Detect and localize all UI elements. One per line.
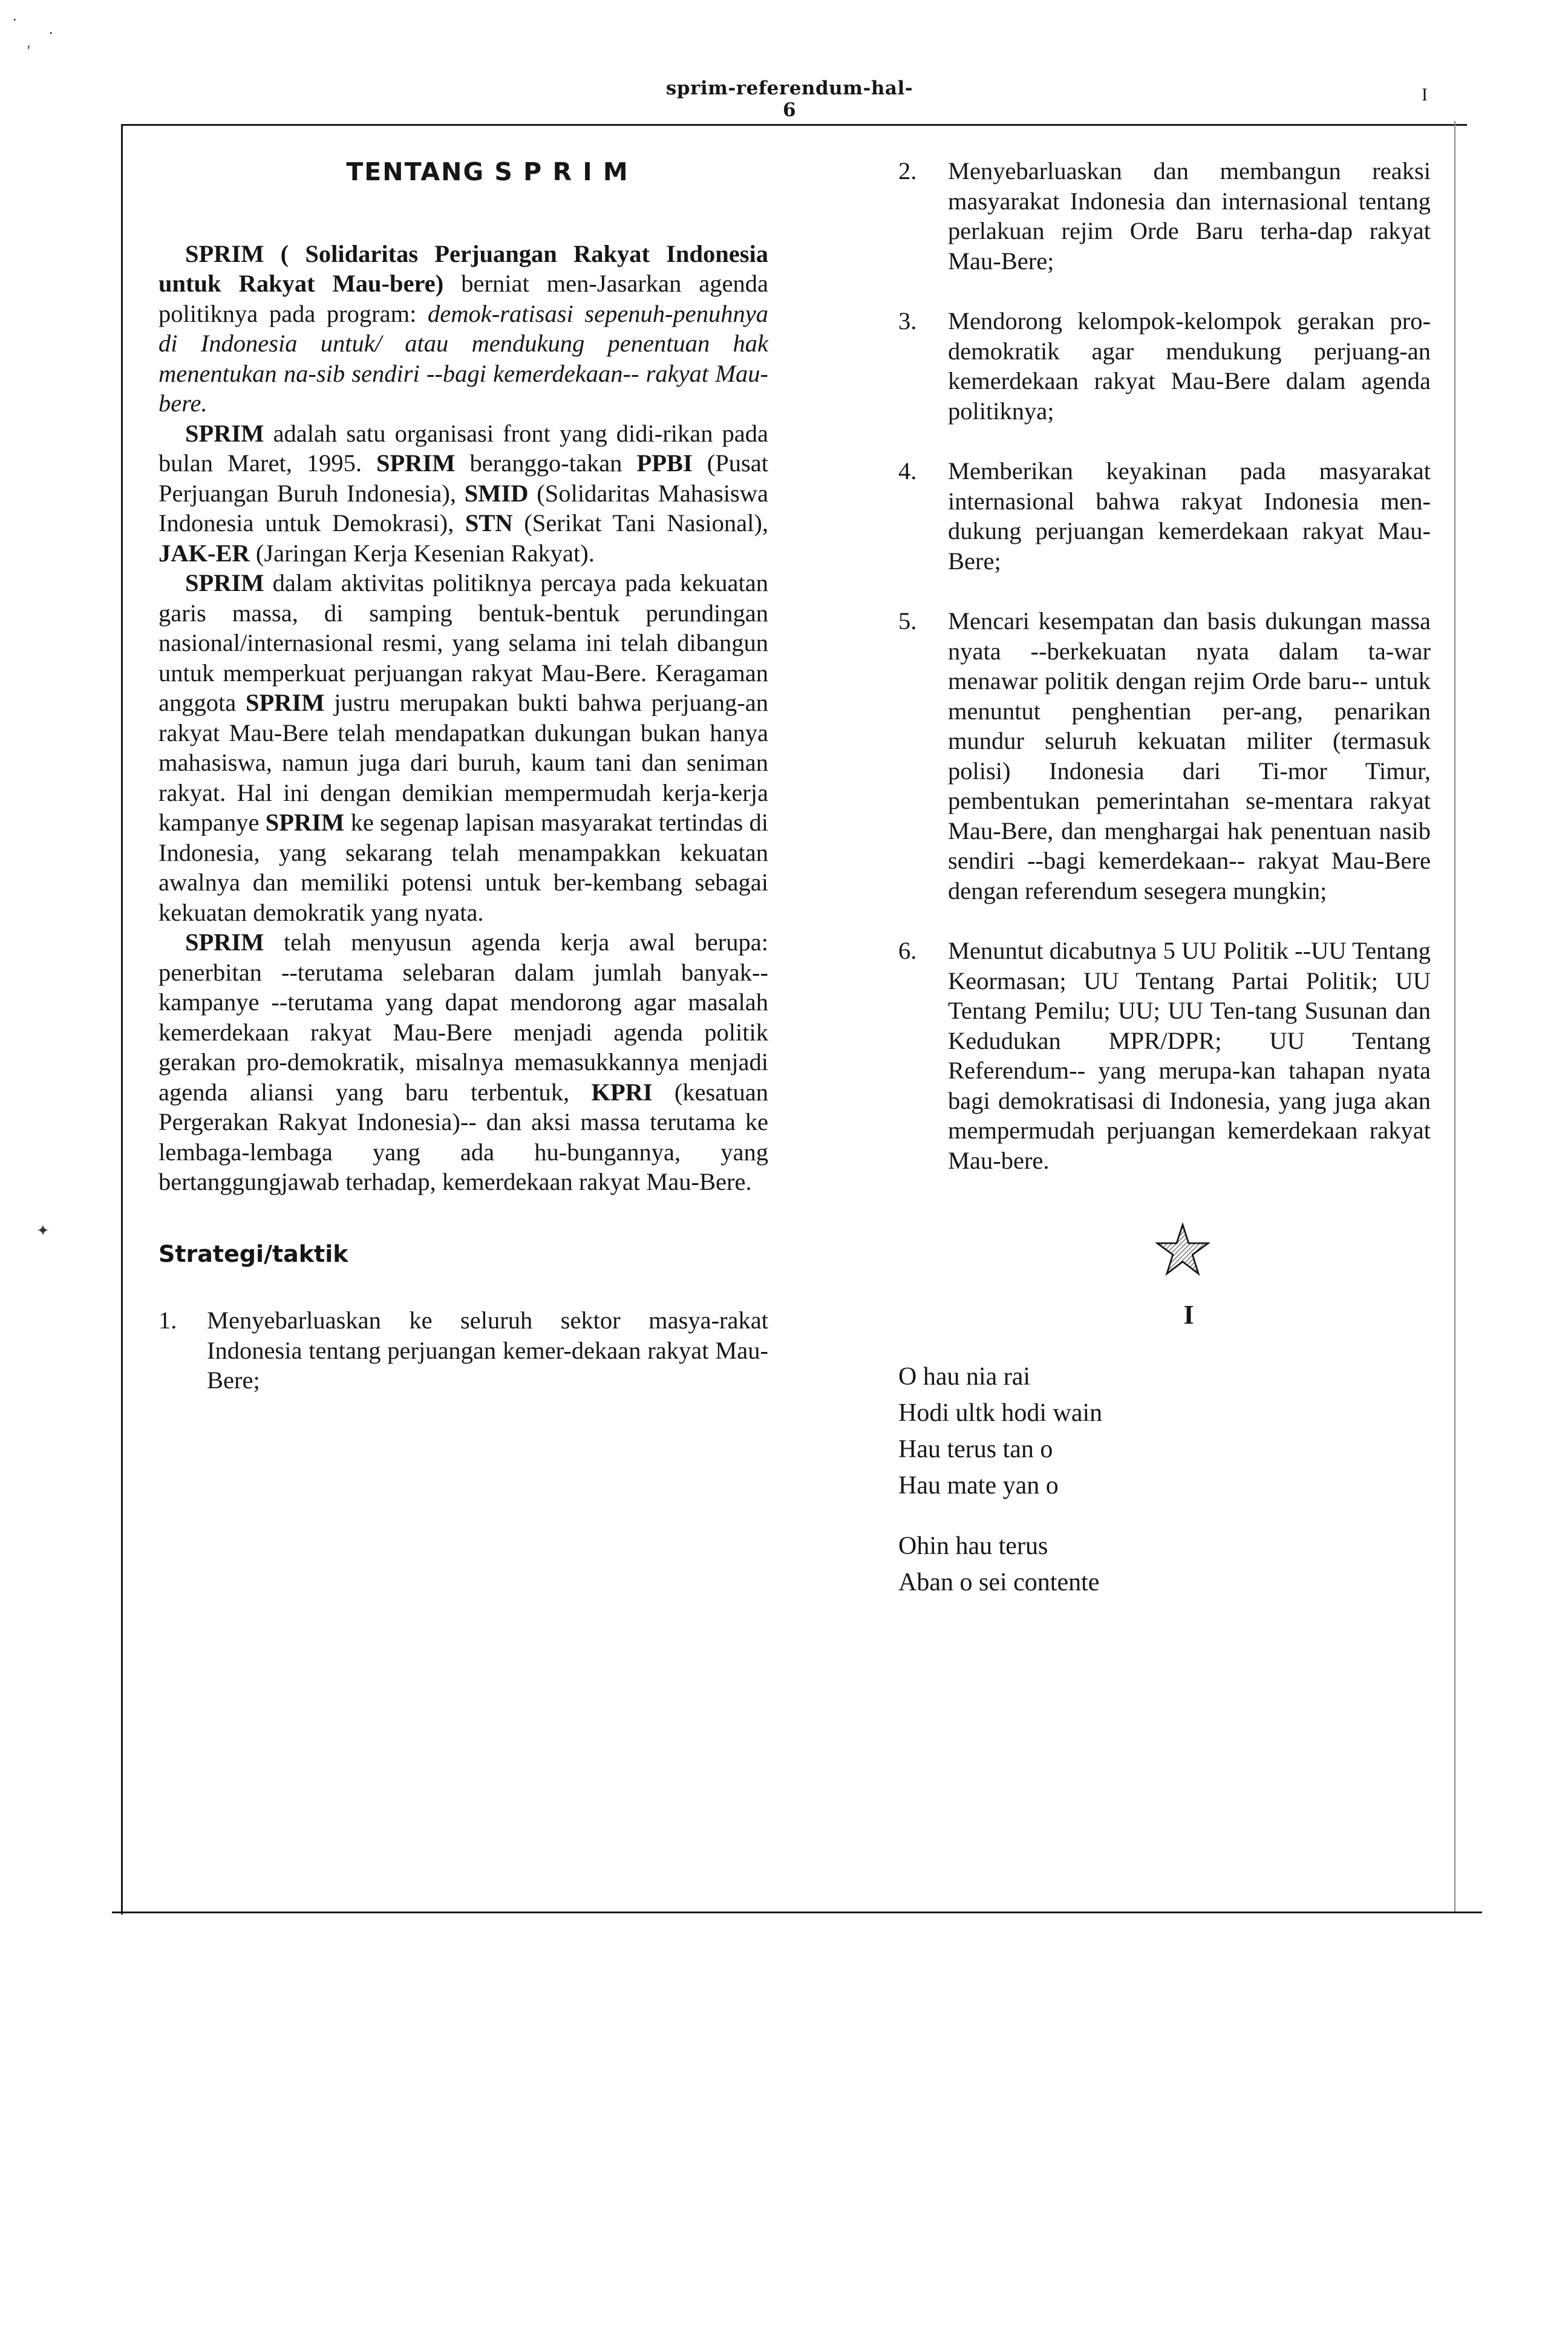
- scan-speck: ✦: [36, 1222, 50, 1239]
- running-header: sprim-referendum-hal-6: [665, 77, 913, 121]
- paragraph-text: ke segenap lapisan masyarakat tertindas di Indonesia, yang sekarang telah menampakkan kekuatan awalnya dan memiliki potensi untuk ber-kembang sebagai kekuatan demokratik yang nyata.: [158, 809, 768, 926]
- right-column: [898, 156, 1431, 1601]
- paragraph-3: [158, 568, 768, 927]
- org-term: PPBI: [636, 449, 693, 477]
- section-title: TENTANG S P R I M: [346, 157, 629, 186]
- paragraph-text: (Serikat Tani Nasional),: [512, 509, 768, 537]
- item-text: Menuntut dicabutnya 5 UU Politik --UU Tentang Keormasan; UU Tentang Partai Politik; UU Tentang Pemilu; UU; UU Ten-tang Susunan dan Kedudukan MPR/DPR; UU Tentang Referendum-- yang merupa-kan tahapan nyata bagi demokratisasi di Indonesia, yang juga akan mempermudah perjuangan kemerdekaan rakyat Mau-bere.: [948, 937, 1431, 1174]
- sprim-term: SPRIM: [185, 569, 264, 596]
- poem-line: Ohin hau terus: [898, 1532, 1048, 1560]
- item-text: Mendorong kelompok-kelompok gerakan pro-demokratik agar mendukung perjuang-an kemerdekaan rakyat Mau-Bere dalam agenda politiknya;: [948, 307, 1431, 425]
- scan-speck: ': [27, 42, 30, 60]
- scan-speck: ·: [12, 11, 18, 28]
- strategy-item-6: [898, 936, 1431, 1175]
- left-column: [158, 157, 768, 1426]
- paragraph-text: dalam aktivitas politiknya percaya pada kekuatan garis massa, di samping bentuk-bentuk perundingan nasional/internasional resmi, yang selama ini telah dibangun untuk memperkuat perjuangan rakyat Mau-Bere. Keragaman anggota: [158, 569, 768, 716]
- paragraph-text: justru merupakan bukti bahwa perjuang-an rakyat Mau-Bere telah mendapatkan dukungan bukan hanya mahasiswa, namun juga dari buruh, kaum tani dan seniman rakyat. Hal ini dengan demikian mempermudah kerja-kerja kampanye: [158, 689, 768, 836]
- frame-left-rule: [121, 124, 123, 1915]
- poem-line: Hau mate yan o: [898, 1472, 1059, 1500]
- paragraph-text: (Solidaritas Mahasiswa Indonesia untuk Demokrasi),: [158, 479, 768, 537]
- sprim-term: SPRIM: [376, 449, 456, 477]
- star-icon: [1155, 1223, 1210, 1277]
- stanza-gap: [898, 1504, 1431, 1528]
- strategy-item-4: [898, 456, 1431, 576]
- org-term: STN: [465, 509, 513, 537]
- poem: [898, 1359, 1431, 1601]
- poem-number: I: [1183, 1299, 1194, 1330]
- org-term: KPRI: [591, 1078, 653, 1106]
- paragraph-text: telah menyusun agenda kerja awal berupa: penerbitan --terutama selebaran dalam jumlah banyak-- kampanye --terutama yang dapat mendorong agar masalah kemerdekaan rakyat Mau-Bere menjadi agenda politik gerakan pro-demokratik, misalnya memasukkannya menjadi agenda aliansi yang baru terbentuk,: [158, 929, 768, 1106]
- strategy-item-2: [898, 156, 1431, 276]
- paragraph-4: [158, 927, 768, 1197]
- page-mark: I: [1422, 85, 1428, 105]
- strategy-item-5: [898, 606, 1431, 906]
- item-number: 1.: [158, 1307, 177, 1334]
- sprim-term: SPRIM: [246, 689, 325, 716]
- star-ornament: [898, 1223, 1431, 1284]
- paragraph-text: berniat men-Jasarkan agenda politiknya pada program:: [158, 270, 768, 327]
- program-text: demok-ratisasi sepenuh-penuhnya di Indonesia untuk/ atau mendukung penentuan hak menentukan na-sib sendiri --bagi kemerdekaan-- rakyat Mau-bere.: [158, 299, 768, 417]
- item-number: 5.: [898, 607, 917, 635]
- strategy-item-3: [898, 306, 1431, 426]
- paragraph-2: [158, 419, 768, 569]
- strategy-item-1: [158, 1305, 768, 1396]
- paragraph-text: (Jaringan Kerja Kesenian Rakyat).: [249, 539, 595, 567]
- paragraph-1: [158, 239, 768, 419]
- paragraph-text: beranggo-takan: [455, 449, 637, 477]
- frame-right-rule: [1454, 121, 1455, 1912]
- paragraph-text: adalah satu organisasi front yang didi-rikan pada bulan Maret, 1995.: [158, 419, 768, 477]
- poem-line: Hau terus tan o: [898, 1435, 1053, 1463]
- item-text: Menyebarluaskan dan membangun reaksi masyarakat Indonesia dan internasional tentang perlakuan rejim Orde Baru terha-dap rakyat Mau-Bere;: [948, 157, 1431, 275]
- item-number: 6.: [898, 937, 917, 964]
- poem-line: O hau nia rai: [898, 1363, 1031, 1391]
- org-term: JAK-ER: [158, 539, 250, 567]
- scan-speck: ·: [48, 24, 54, 42]
- item-text: Memberikan keyakinan pada masyarakat internasional bahwa rakyat Indonesia men-dukung perjuangan kemerdekaan rakyat Mau-Bere;: [948, 457, 1431, 575]
- strategy-heading: Strategi/taktik: [158, 1240, 348, 1267]
- item-number: 2.: [898, 157, 917, 184]
- sprim-term: SPRIM: [185, 419, 264, 447]
- item-number: 3.: [898, 307, 917, 335]
- sprim-term: SPRIM: [185, 929, 264, 956]
- sprim-term: SPRIM: [265, 809, 345, 836]
- poem-line: Hodi ultk hodi wain: [898, 1399, 1103, 1427]
- paragraph-text: (kesatuan Pergerakan Rakyat Indonesia)-- dan aksi massa terutama ke lembaga-lembaga yang ada hu-bungannya, yang bertanggungjawab terhadap, kemerdekaan rakyat Mau-Bere.: [158, 1078, 768, 1195]
- item-number: 4.: [898, 457, 917, 485]
- item-text: Menyebarluaskan ke seluruh sektor masya-rakat Indonesia tentang perjuangan kemer-dekaan rakyat Mau-Bere;: [207, 1307, 768, 1394]
- poem-line: Aban o sei contente: [898, 1569, 1100, 1596]
- frame-bottom-rule: [112, 1912, 1482, 1913]
- sprim-full-name: SPRIM ( Solidaritas Perjuangan Rakyat Indonesia untuk Rakyat Mau-bere): [158, 240, 768, 297]
- frame-top-rule: [121, 124, 1467, 126]
- item-text: Mencari kesempatan dan basis dukungan massa nyata --berkekuatan nyata dalam ta-war menawar politik dengan rejim Orde baru-- untuk menuntut penghentian per-ang, penarikan mundur seluruh kekuatan militer (termasuk polisi) Indonesia dari Ti-mor Timur, pembentukan pemerintahan se-mentara rakyat Mau-Bere, dan menghargai hak penentuan nasib sendiri --bagi kemerdekaan-- rakyat Mau-Bere dengan referendum sesegera mungkin;: [948, 607, 1431, 904]
- paragraph-text: (Pusat Perjuangan Buruh Indonesia),: [158, 449, 768, 507]
- org-term: SMID: [464, 479, 529, 507]
